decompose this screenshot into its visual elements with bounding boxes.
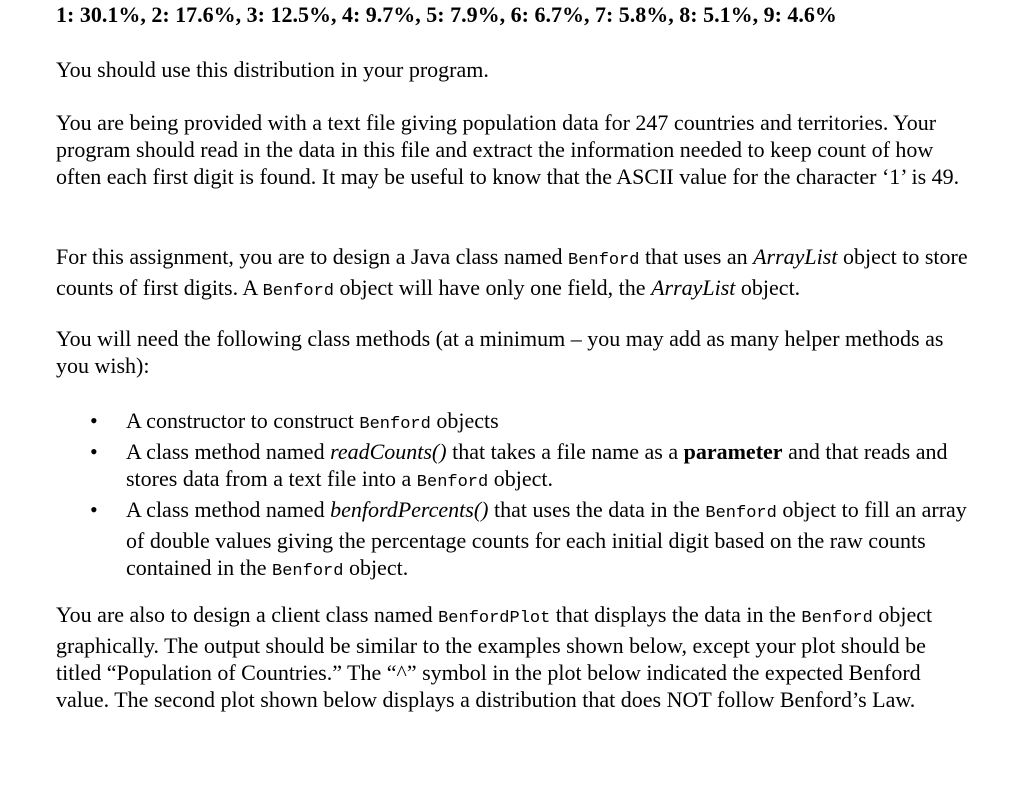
method-list: [56, 407, 976, 585]
list-item-benfordpercents: [56, 496, 976, 585]
code-benford: Benford: [801, 609, 873, 628]
text: object to store counts of first digits. A: [56, 244, 968, 300]
code-benford: Benford: [416, 473, 489, 492]
text: object graphically. The output should be similar to the examples shown below, except your plot should be titled “Population of Countries.” The “^” symbol in the plot below indicated the expected Benford value. The second plot shown below displays a distribution that does NOT follow Benford’s Law.: [56, 602, 933, 712]
text: For this assignment, you are to design a Java class named: [56, 244, 569, 269]
bullet-icon: •: [90, 408, 98, 433]
code-benfordplot: BenfordPlot: [438, 609, 551, 628]
text: You are also to design a client class named: [56, 602, 439, 627]
code-benford: Benford: [568, 251, 640, 270]
text: object will have only one field, the: [333, 275, 652, 300]
text: that takes a file name as a: [446, 439, 684, 464]
text: that uses the data in the: [488, 497, 706, 522]
code-benford: Benford: [359, 415, 431, 434]
paragraph-class-methods-intro: You will need the following class methods (at a minimum – you may add as many helper methods as you wish):: [56, 326, 944, 378]
paragraph-client-class: [56, 601, 976, 713]
code-benford: Benford: [272, 562, 344, 581]
bullet-icon: •: [90, 497, 98, 522]
text: and that reads and stores data from a text file into a: [126, 439, 948, 491]
paragraph-benford-class: [56, 243, 976, 305]
text: A constructor to construct: [126, 408, 360, 433]
emphasis-arraylist: ArrayList: [753, 244, 838, 269]
text: object.: [343, 555, 409, 580]
text: object to fill an array of double values giving the percentage counts for each initial digit based on the raw counts contained in the: [126, 497, 967, 580]
text: A class method named: [126, 439, 331, 464]
text: object.: [488, 466, 553, 491]
list-item-readcounts: [56, 438, 976, 496]
paragraph-population-data: You are being provided with a text file giving population data for 247 countries and territories. Your program should read in the data in this file and extract the information needed to keep count of how often each first digit is found. It may be useful to know that the ASCII value for the character ‘1’ is 49.: [56, 110, 960, 189]
text: object.: [735, 275, 801, 300]
emphasis-readcounts: readCounts(): [330, 439, 447, 464]
text: that displays the data in the: [550, 602, 802, 627]
code-benford: Benford: [262, 282, 334, 301]
list-item-constructor: [56, 407, 976, 438]
text: objects: [430, 408, 499, 433]
emphasis-benfordpercents: benfordPercents(): [330, 497, 489, 522]
strong-parameter: parameter: [683, 439, 783, 464]
text: A class method named: [126, 497, 331, 522]
paragraph-use-distribution: You should use this distribution in your program.: [56, 57, 489, 82]
bullet-icon: •: [90, 439, 98, 464]
code-benford: Benford: [705, 504, 777, 523]
text: that uses an: [639, 244, 754, 269]
emphasis-arraylist: ArrayList: [651, 275, 736, 300]
benford-distribution-line: 1: 30.1%, 2: 17.6%, 3: 12.5%, 4: 9.7%, 5: 7.9%, 6: 6.7%, 7: 5.8%, 8: 5.1%, 9: 4.6%: [56, 2, 837, 27]
